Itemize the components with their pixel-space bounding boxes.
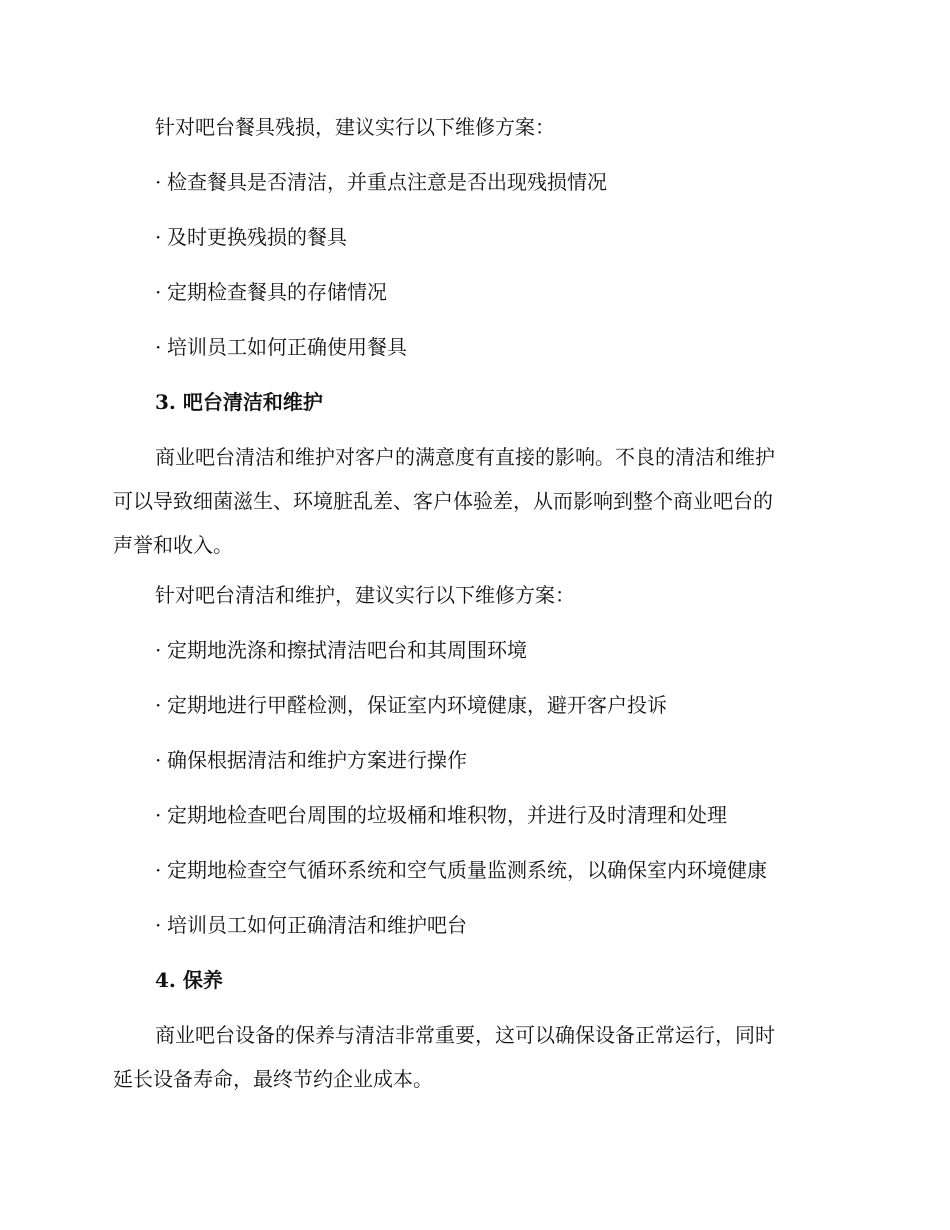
bullet-dot: · <box>155 280 162 304</box>
bullet-dot: · <box>155 913 162 937</box>
list-item-text: 检查餐具是否清洁，并重点注意是否出现残损情况 <box>167 170 607 194</box>
paragraph-line: 商业吧台清洁和维护对客户的满意度有直接的影响。不良的清洁和维护 <box>155 445 775 469</box>
list-item-text: 及时更换残损的餐具 <box>167 225 347 249</box>
list-item-text: 定期地进行甲醛检测，保证室内环境健康，避开客户投诉 <box>167 693 667 717</box>
list-item-text: 定期检查餐具的存储情况 <box>167 280 387 304</box>
list-item <box>155 853 885 887</box>
list-item <box>155 743 885 777</box>
list-item <box>155 633 885 667</box>
cleaning-intro: 针对吧台清洁和维护，建议实行以下维修方案： <box>155 583 575 607</box>
bullet-dot: · <box>155 335 162 359</box>
section-heading: 3. 吧台清洁和维护 <box>155 390 323 414</box>
list-item-text: 定期地洗涤和擦拭清洁吧台和其周围环境 <box>167 638 527 662</box>
bullet-dot: · <box>155 225 162 249</box>
bullet-dot: · <box>155 803 162 827</box>
bullet-dot: · <box>155 748 162 772</box>
list-item <box>155 908 885 942</box>
list-item <box>155 275 885 309</box>
bullet-dot: · <box>155 170 162 194</box>
list-item <box>155 798 885 832</box>
paragraph-line: 声誉和收入。 <box>113 533 233 557</box>
list-item <box>155 220 885 254</box>
list-item-text: 确保根据清洁和维护方案进行操作 <box>167 748 467 772</box>
list-item <box>155 688 885 722</box>
section-heading: 4. 保养 <box>155 968 223 992</box>
list-item-text: 培训员工如何正确清洁和维护吧台 <box>167 913 467 937</box>
list-item <box>155 330 885 364</box>
bullet-dot: · <box>155 693 162 717</box>
list-item-text: 定期地检查吧台周围的垃圾桶和堆积物，并进行及时清理和处理 <box>167 803 727 827</box>
paragraph-line: 可以导致细菌滋生、环境脏乱差、客户体验差，从而影响到整个商业吧台的 <box>113 489 773 513</box>
bullet-dot: · <box>155 638 162 662</box>
list-item-text: 培训员工如何正确使用餐具 <box>167 335 407 359</box>
dishware-intro: 针对吧台餐具残损，建议实行以下维修方案： <box>155 115 555 139</box>
paragraph-line: 商业吧台设备的保养与清洁非常重要，这可以确保设备正常运行，同时 <box>155 1023 775 1047</box>
list-item <box>155 165 885 199</box>
bullet-dot: · <box>155 858 162 882</box>
list-item-text: 定期地检查空气循环系统和空气质量监测系统，以确保室内环境健康 <box>167 858 767 882</box>
paragraph-line: 延长设备寿命，最终节约企业成本。 <box>113 1067 433 1091</box>
